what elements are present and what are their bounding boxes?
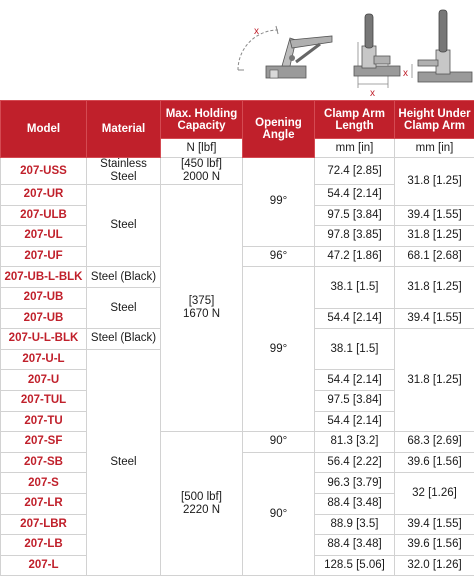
model-cell: 207-ULB [1, 205, 87, 226]
model-cell: 207-LR [1, 493, 87, 514]
material-cell: Steel [87, 349, 161, 576]
model-cell: 207-UB [1, 308, 87, 329]
angle-cell: 90° [243, 432, 315, 453]
arm-length-cell: 47.2 [1.86] [315, 246, 395, 267]
height-cell: 31.8 [1.25] [395, 226, 474, 247]
model-cell: 207-S [1, 473, 87, 494]
model-cell: 207-LB [1, 535, 87, 556]
arm-length-cell: 96.3 [3.79] [315, 473, 395, 494]
model-cell: 207-USS [1, 158, 87, 185]
model-cell: 207-SF [1, 432, 87, 453]
model-cell: 207-UB-L-BLK [1, 267, 87, 288]
capacity-cell: [375] 1670 N [161, 185, 243, 432]
arm-length-cell: 54.4 [2.14] [315, 185, 395, 206]
arm-length-cell: 56.4 [2.22] [315, 452, 395, 473]
model-cell: 207-U-L-BLK [1, 329, 87, 350]
unit-height: mm [in] [395, 139, 474, 158]
material-cell: Stainless Steel [87, 158, 161, 185]
arm-length-cell: 128.5 [5.06] [315, 555, 395, 576]
unit-arm-length: mm [in] [315, 139, 395, 158]
capacity-cell: [500 lbf] 2220 N [161, 432, 243, 576]
height-under-clamp-marker: x [403, 68, 408, 79]
clamp-arm-length-diagram [354, 14, 400, 99]
arm-length-cell: 97.5 [3.84] [315, 205, 395, 226]
arm-length-cell: 38.1 [1.5] [315, 329, 395, 370]
arm-length-cell: 38.1 [1.5] [315, 267, 395, 308]
capacity-cell: [450 lbf] 2000 N [161, 158, 243, 185]
material-cell: Steel (Black) [87, 329, 161, 350]
height-cell: 68.1 [2.68] [395, 246, 474, 267]
header-clamp-arm-length: Clamp Arm Length [315, 101, 395, 139]
height-cell: 31.8 [1.25] [395, 329, 474, 432]
header-opening-angle: Opening Angle [243, 101, 315, 158]
height-cell: 39.6 [1.56] [395, 452, 474, 473]
model-cell: 207-U [1, 370, 87, 391]
arm-length-cell: 72.4 [2.85] [315, 158, 395, 185]
model-cell: 207-UF [1, 246, 87, 267]
model-cell: 207-UR [1, 185, 87, 206]
angle-cell: 96° [243, 246, 315, 267]
clamp-arm-length-marker: x [370, 88, 375, 99]
header-max-holding-capacity: Max. Holding Capacity [161, 101, 243, 139]
unit-capacity: N [lbf] [161, 139, 243, 158]
angle-cell: 99° [243, 267, 315, 432]
angle-cell: 99° [243, 158, 315, 247]
height-cell: 39.4 [1.55] [395, 205, 474, 226]
height-under-clamp-diagram [403, 10, 472, 82]
spec-table [0, 100, 474, 576]
arm-length-cell: 97.8 [3.85] [315, 226, 395, 247]
arm-length-cell: 54.4 [2.14] [315, 370, 395, 391]
model-cell: 207-LBR [1, 514, 87, 535]
arm-length-cell: 88.4 [3.48] [315, 535, 395, 556]
height-cell: 32.0 [1.26] [395, 555, 474, 576]
table-row [1, 432, 474, 453]
arm-length-cell: 97.5 [3.84] [315, 390, 395, 411]
header-material: Material [87, 101, 161, 158]
material-cell: Steel [87, 185, 161, 267]
arm-length-cell: 54.4 [2.14] [315, 308, 395, 329]
height-cell: 32 [1.26] [395, 473, 474, 514]
model-cell: 207-UL [1, 226, 87, 247]
header-height-under-clamp-arm: Height Under Clamp Arm [395, 101, 474, 139]
height-cell: 39.4 [1.55] [395, 514, 474, 535]
height-cell: 31.8 [1.25] [395, 267, 474, 308]
angle-cell: 90° [243, 452, 315, 576]
opening-angle-marker: x [254, 26, 259, 37]
material-cell: Steel [87, 287, 161, 328]
clamp-diagrams [0, 0, 474, 100]
arm-length-cell: 54.4 [2.14] [315, 411, 395, 432]
arm-length-cell: 88.9 [3.5] [315, 514, 395, 535]
arm-length-cell: 88.4 [3.48] [315, 493, 395, 514]
height-cell: 31.8 [1.25] [395, 158, 474, 206]
arm-length-cell: 81.3 [3.2] [315, 432, 395, 453]
table-row [1, 158, 474, 185]
model-cell: 207-TUL [1, 390, 87, 411]
height-cell: 39.4 [1.55] [395, 308, 474, 329]
material-cell: Steel (Black) [87, 267, 161, 288]
model-cell: 207-UB [1, 287, 87, 308]
model-cell: 207-TU [1, 411, 87, 432]
model-cell: 207-U-L [1, 349, 87, 370]
opening-angle-diagram [238, 26, 332, 78]
height-cell: 39.6 [1.56] [395, 535, 474, 556]
height-cell: 68.3 [2.69] [395, 432, 474, 453]
model-cell: 207-L [1, 555, 87, 576]
model-cell: 207-SB [1, 452, 87, 473]
header-model: Model [1, 101, 87, 158]
